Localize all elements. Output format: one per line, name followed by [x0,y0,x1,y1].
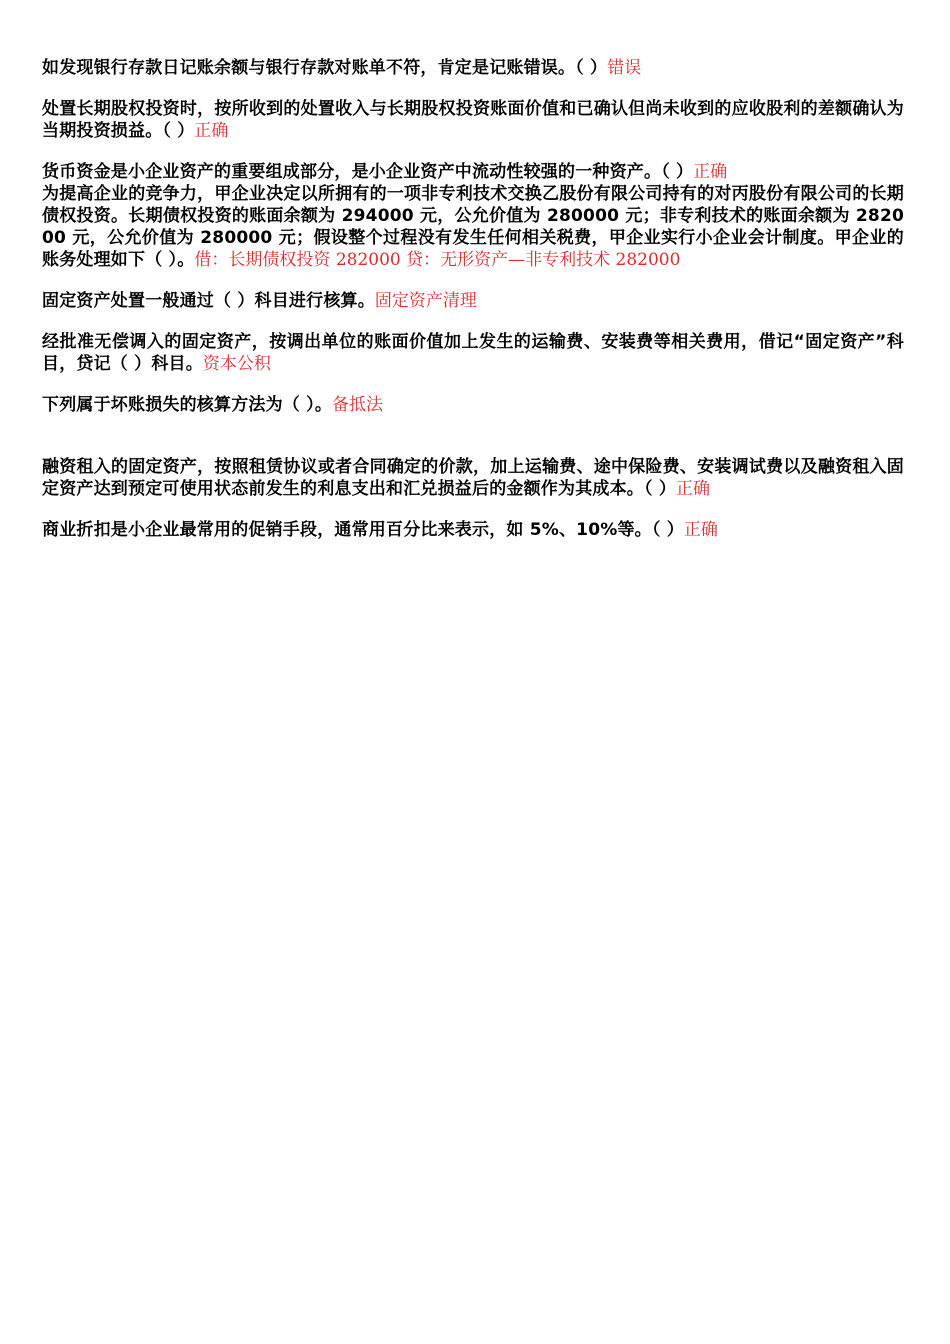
question-item-4 [42,183,904,271]
question-text: 处置长期股权投资时，按所收到的处置收入与长期股权投资账面价值和已确认但尚未收到的应收股利的差额确认为当期投资损益。（ ） [42,99,904,141]
question-text: 固定资产处置一般通过（ ）科目进行核算。 [42,291,375,311]
answer-text: 正确 [676,479,711,499]
answer-text: 正确 [683,520,718,540]
question-item-7 [42,394,904,416]
question-text: 下列属于坏账损失的核算方法为（ ）。 [42,395,333,415]
answer-text: 借：长期债权投资 282000 贷：无形资产—非专利技术 282000 [194,250,681,270]
question-item-2 [42,98,904,142]
question-text: 为提高企业的竞争力，甲企业决定以所拥有的一项非专利技术交换乙股份有限公司持有的对丙股份有限公司的长期债权投资。长期债权投资的账面余额为 294000 元，公允价值为 280000 元；非专利技术的账面余额为 282000 元，公允价值为 280000 元；假设整个过程没有发生任何相关税费，甲企业实行小企业会计制度。甲企业的账务处理如下（ ）。 [42,184,904,270]
question-text: 融资租入的固定资产，按照租赁协议或者合同确定的价款，加上运输费、途中保险费、安装调试费以及融资租入固定资产达到预定可使用状态前发生的利息支出和汇兑损益后的金额作为其成本。（ ） [42,457,904,499]
question-text: 货币资金是小企业资产的重要组成部分，是小企业资产中流动性较强的一种资产。（ ） [42,162,694,182]
answer-text: 正确 [693,162,728,182]
answer-text: 固定资产清理 [374,291,477,311]
question-item-9 [42,519,904,541]
question-item-8 [42,456,904,500]
document-page [42,57,904,541]
question-item-5 [42,290,904,312]
question-text: 经批准无偿调入的固定资产，按调出单位的账面价值加上发生的运输费、安装费等相关费用，借记“固定资产”科目，贷记（ ）科目。 [42,332,904,374]
answer-text: 备抵法 [332,395,384,415]
question-text: 商业折扣是小企业最常用的促销手段，通常用百分比来表示，如 5%、10%等。（ ） [42,520,684,540]
question-item-1 [42,57,904,79]
answer-text: 正确 [194,121,229,141]
answer-text: 资本公积 [202,354,271,374]
question-text: 如发现银行存款日记账余额与银行存款对账单不符，肯定是记账错误。（ ） [42,58,608,78]
answer-text: 错误 [607,58,642,78]
question-item-3 [42,161,904,183]
question-item-6 [42,331,904,375]
